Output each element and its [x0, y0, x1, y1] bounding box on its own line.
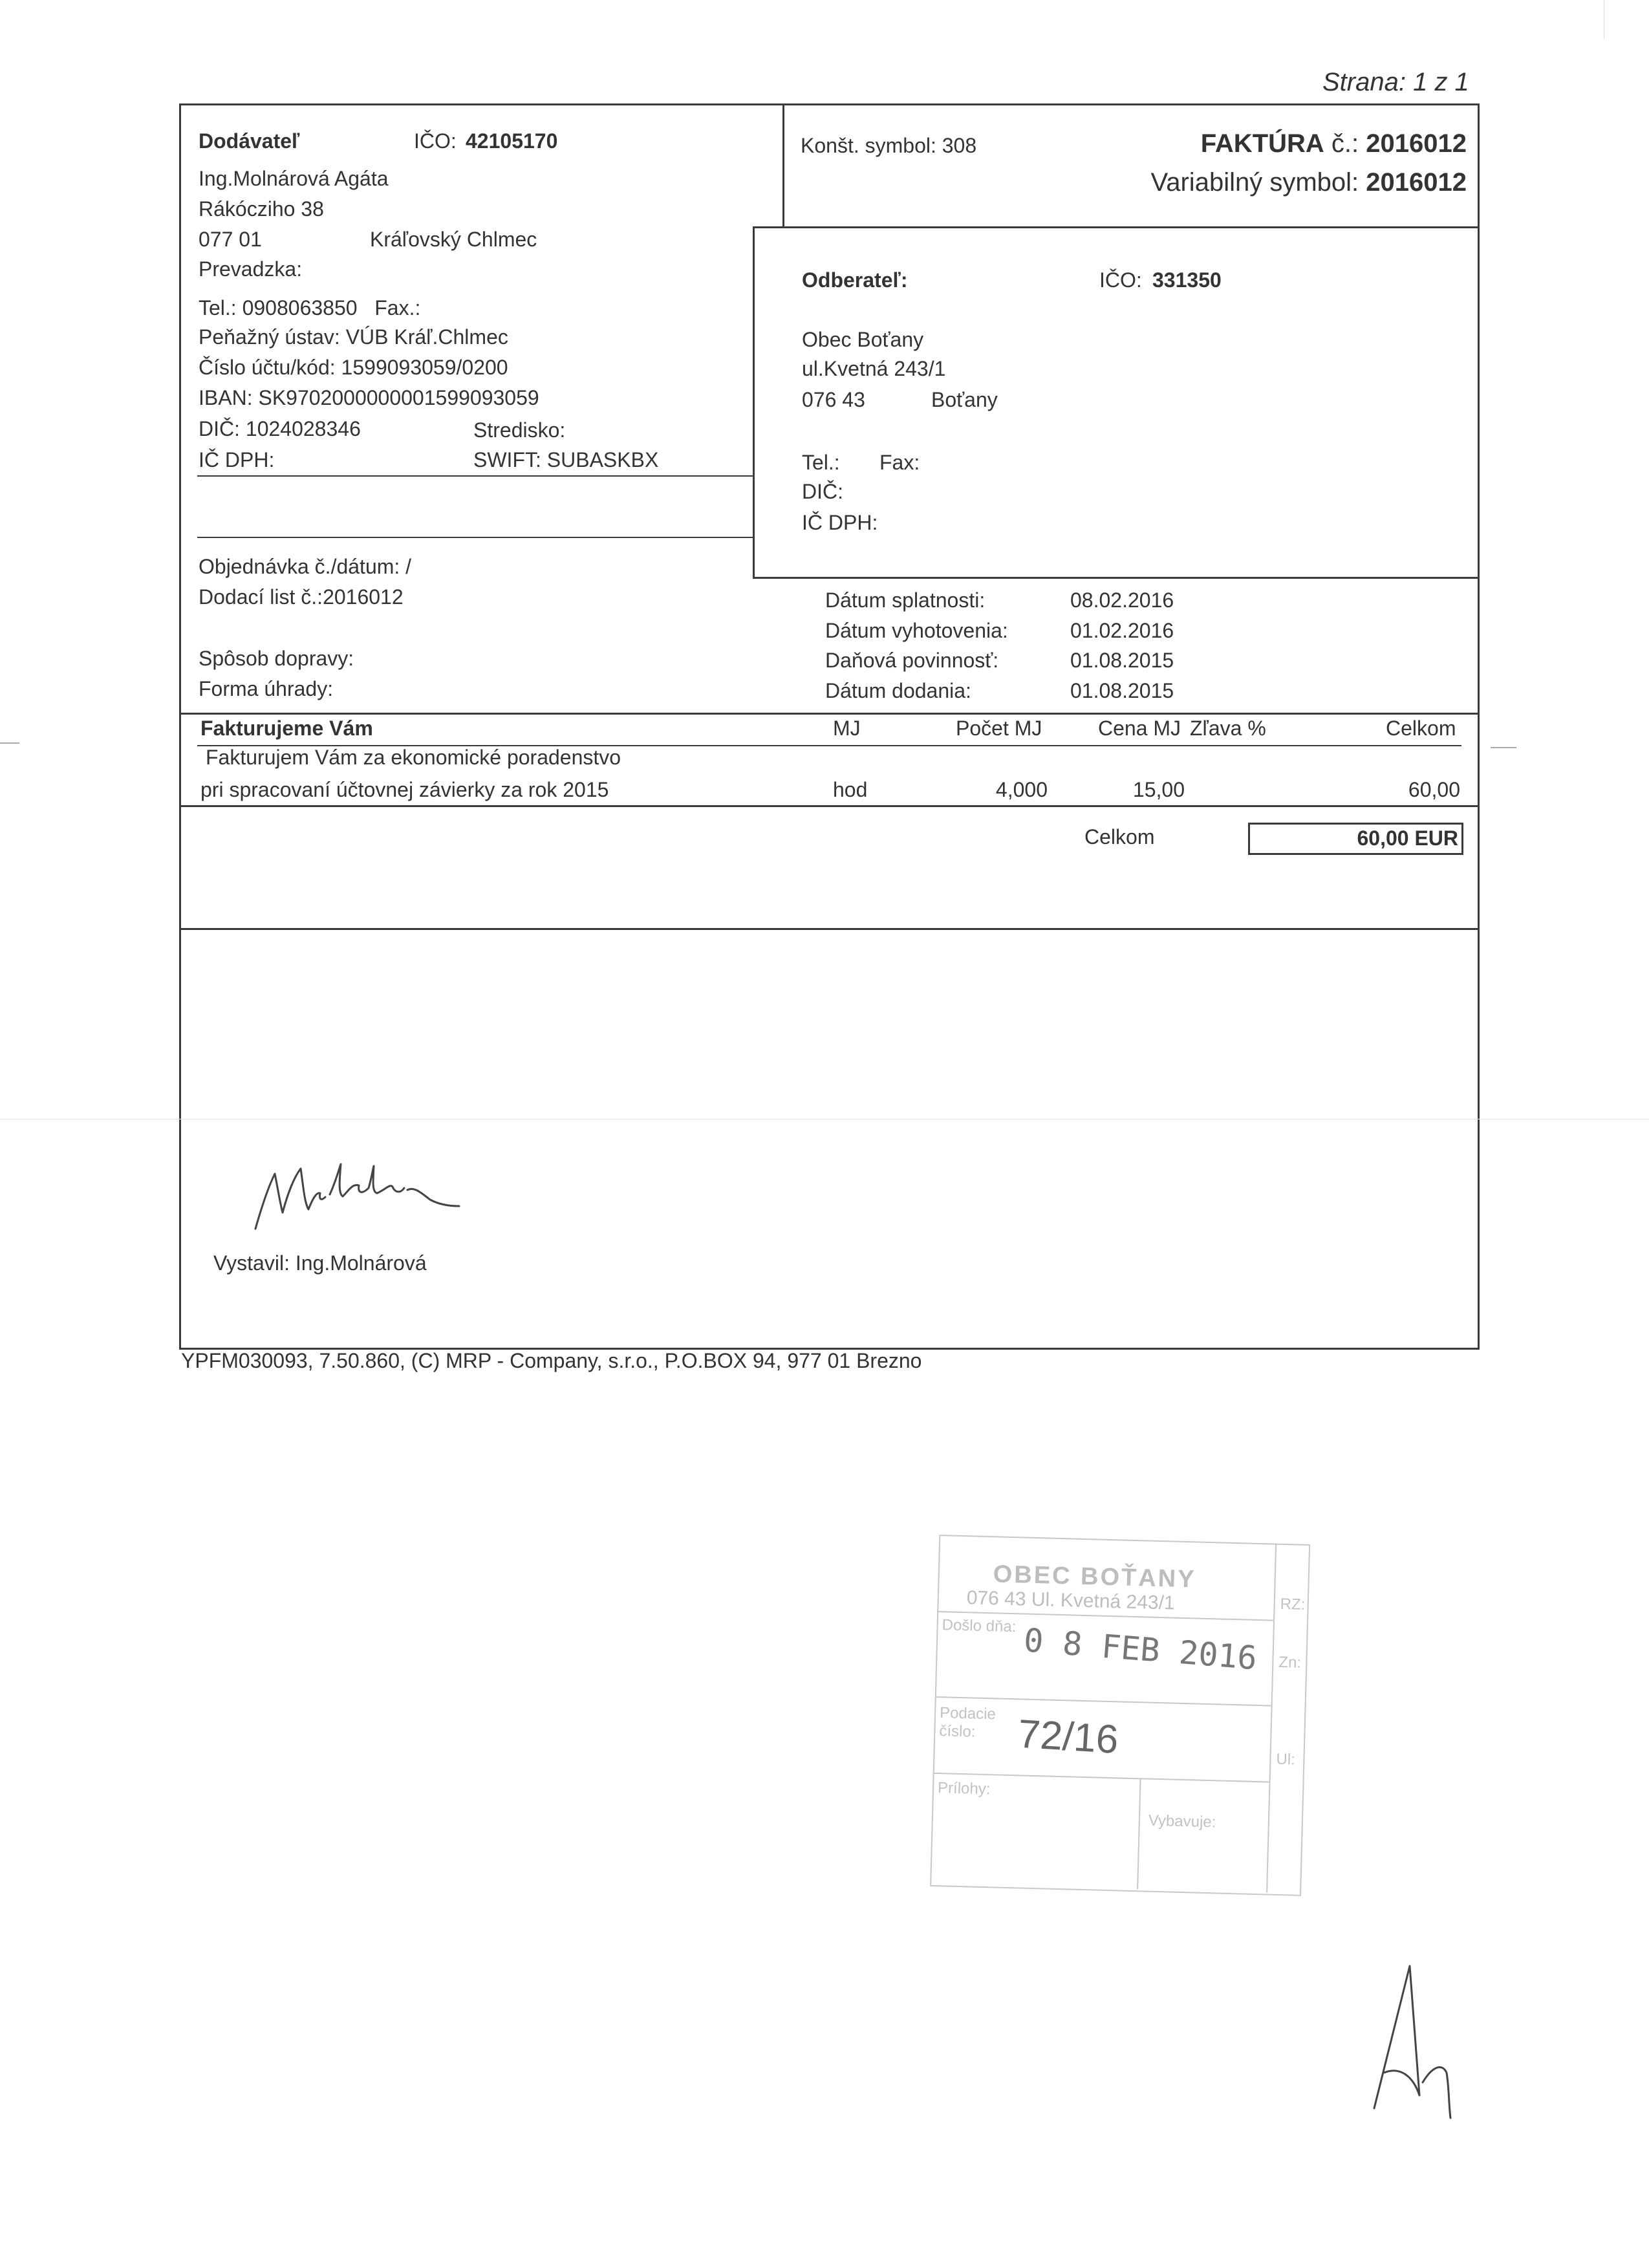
footer-text: YPFM030093, 7.50.860, (C) MRP - Company, s.r.o., P.O.BOX 94, 977 01 Brezno: [181, 1349, 922, 1372]
item-desc-line2: pri spracovaní účtovnej závierky za rok 2015: [200, 778, 609, 801]
payment-method: Forma úhrady:: [199, 677, 334, 700]
table-header-mj: MJ: [833, 717, 861, 740]
stamp-number-label: Podacie číslo:: [939, 1704, 997, 1741]
table-bottom-line: [179, 805, 1480, 807]
divider: [782, 103, 784, 226]
divider: [197, 537, 753, 538]
customer-fax: Fax:: [879, 451, 920, 474]
item-total: 60,00: [1408, 778, 1460, 801]
issued-by: Vystavil: Ing.Molnárová: [213, 1251, 427, 1275]
scan-mark: [1491, 747, 1516, 748]
konst-symbol: Konšt. symbol: 308: [801, 134, 977, 157]
supplier-heading: Dodávateľ: [199, 129, 300, 153]
variable-symbol: [1151, 168, 1467, 197]
divider: [197, 475, 753, 477]
customer-ico: 331350: [1152, 268, 1222, 292]
invoice-title-label: FAKTÚRA: [1200, 129, 1324, 158]
stamp-number: 72/16: [1017, 1711, 1120, 1763]
supplier-city: Kráľovský Chlmec: [370, 228, 537, 251]
received-stamp: [898, 1534, 1320, 1904]
supplier-stredisko: Stredisko:: [473, 418, 566, 442]
invoice-title: [1201, 129, 1467, 158]
customer-ico-label: IČO:: [1099, 268, 1142, 292]
customer-zip: 076 43: [802, 388, 865, 411]
stamp-date: 0 8 FEB 2016: [1022, 1621, 1258, 1678]
item-price: 15,00: [1132, 778, 1185, 801]
stamp-handler-label: Vybavuje:: [1148, 1811, 1216, 1831]
item-mj: hod: [833, 778, 868, 801]
supplier-name: Ing.Molnárová Agáta: [199, 167, 389, 190]
table-header-price: Cena MJ: [1098, 717, 1181, 740]
supplier-ico: 42105170: [466, 129, 558, 153]
customer-street: ul.Kvetná 243/1: [802, 357, 946, 380]
stamp-address: 076 43 Ul. Kvetná 243/1: [966, 1587, 1176, 1614]
signature: [249, 1154, 462, 1235]
order-number: Objednávka č./dátum: /: [199, 555, 412, 578]
divider: [179, 928, 1480, 930]
table-header-discount: Zľava %: [1190, 717, 1266, 740]
supplier-ic-dph: IČ DPH:: [199, 448, 275, 471]
customer-dic: DIČ:: [802, 480, 843, 503]
date-value: 01.08.2015: [1070, 649, 1174, 672]
supplier-zip: 077 01: [199, 228, 262, 251]
invoice-number: 2016012: [1366, 129, 1467, 158]
invoice-number-label: č.:: [1331, 129, 1359, 158]
delivery-note: Dodací list č.:2016012: [199, 585, 404, 609]
date-label: Daňová povinnosť:: [825, 649, 999, 672]
date-label: Dátum vyhotovenia:: [825, 619, 1008, 642]
date-label: Dátum splatnosti:: [825, 589, 986, 612]
date-value: 01.08.2015: [1070, 679, 1174, 702]
supplier-street: Rákócziho 38: [199, 197, 324, 221]
total-label: Celkom: [1084, 825, 1155, 848]
date-value: 08.02.2016: [1070, 589, 1174, 612]
customer-city: Boťany: [931, 388, 998, 411]
customer-heading: Odberateľ:: [802, 268, 908, 292]
stamp-attachments-label: Prílohy:: [937, 1779, 991, 1798]
transport-method: Spôsob dopravy:: [199, 647, 354, 670]
date-label: Dátum dodania:: [825, 679, 971, 702]
supplier-swift: SWIFT: SUBASKBX: [473, 448, 659, 471]
supplier-dic: DIČ: 1024028346: [199, 417, 361, 440]
table-top-line: [179, 713, 1480, 715]
supplier-account: Číslo účtu/kód: 1599093059/0200: [199, 356, 508, 379]
customer-ic-dph: IČ DPH:: [802, 511, 878, 534]
stamp-org: OBEC BOŤANY: [993, 1561, 1197, 1593]
supplier-ico-label: IČO:: [414, 129, 457, 153]
initials: [1368, 1953, 1465, 2121]
date-value: 01.02.2016: [1070, 619, 1174, 642]
item-count: 4,000: [995, 778, 1048, 801]
stamp-ul-label: Ul:: [1276, 1750, 1296, 1769]
supplier-tel-fax: Tel.: 0908063850 Fax.:: [199, 296, 421, 319]
table-header-count: Počet MJ: [956, 717, 1042, 740]
stamp-received-label: Došlo dňa:: [942, 1616, 1017, 1636]
customer-tel: Tel.:: [802, 451, 840, 474]
var-symbol-value: 2016012: [1366, 168, 1467, 197]
total-value: 60,00 EUR: [1357, 826, 1458, 850]
stamp-rz-label: RZ:: [1280, 1595, 1306, 1614]
scan-mark: [0, 742, 19, 744]
table-header-total: Celkom: [1386, 717, 1456, 740]
supplier-prevadzka: Prevadzka:: [199, 257, 303, 281]
supplier-iban: IBAN: SK9702000000001599093059: [199, 386, 539, 409]
var-symbol-label: Variabilný symbol:: [1150, 168, 1359, 197]
supplier-bank: Peňažný ústav: VÚB Kráľ.Chlmec: [199, 325, 508, 349]
stamp-zn-label: Zn:: [1278, 1653, 1302, 1672]
item-desc-line1: Fakturujem Vám za ekonomické poradenstvo: [206, 746, 621, 769]
page-number: Strana: 1 z 1: [1322, 68, 1469, 96]
customer-name: Obec Boťany: [802, 328, 924, 351]
table-header-desc: Fakturujeme Vám: [200, 717, 373, 740]
